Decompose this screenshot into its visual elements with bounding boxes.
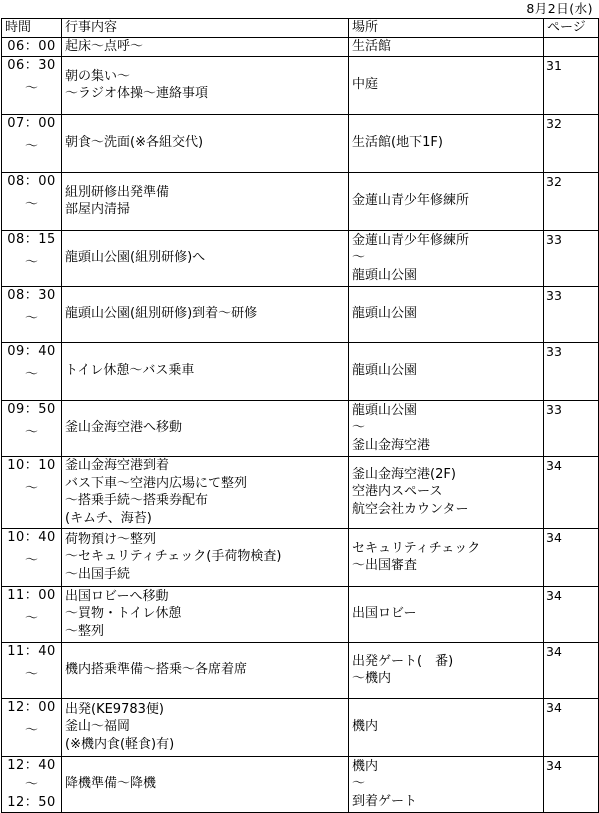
time-range-tilde: ～: [24, 311, 38, 326]
activity-line: 朝の集い～: [65, 68, 131, 84]
place-line: ～機内: [352, 671, 392, 686]
time-cell: [2, 528, 62, 586]
activity-line: 龍頭山公園(組別研修)到着～研修: [65, 306, 258, 322]
activity-cell: [62, 286, 349, 342]
time-range-tilde: ～: [24, 777, 38, 792]
table-row: [2, 586, 599, 642]
header-activity: 行事内容: [62, 19, 349, 38]
activity-cell: [62, 400, 349, 456]
time-start: 10：40: [7, 529, 56, 545]
table-row: [2, 342, 599, 400]
activity-line: 出国ロビーへ移動: [65, 588, 169, 604]
activity-cell: [62, 586, 349, 642]
place-line: 空港内スペース: [352, 484, 443, 500]
time-range-tilde: ～: [24, 481, 38, 496]
table-row: [2, 56, 599, 114]
time-range-tilde: ～: [24, 723, 38, 738]
time-range-tilde: ～: [24, 367, 38, 382]
page-number-cell: 34: [544, 456, 599, 528]
place-line: 中庭: [352, 77, 379, 93]
page-number-cell: 32: [544, 172, 599, 230]
place-cell: [349, 642, 544, 698]
place-cell: [349, 400, 544, 456]
place-line: 釜山金海空港: [352, 437, 431, 453]
activity-line: ～出国手続: [65, 566, 131, 582]
time-cell: [2, 114, 62, 172]
place-cell: [349, 342, 544, 400]
time-cell: [2, 286, 62, 342]
header-place: 場所: [349, 19, 544, 38]
page-number-cell: 31: [544, 56, 599, 114]
table-row: [2, 642, 599, 698]
time-start: 08：00: [7, 173, 56, 189]
table-row: [2, 172, 599, 230]
time-cell: [2, 342, 62, 400]
page-number-cell: [544, 37, 599, 56]
place-line: セキュリティチェック: [352, 540, 481, 556]
page-number-cell: 34: [544, 642, 599, 698]
activity-cell: [62, 756, 349, 812]
place-line: 金蓮山青少年修練所: [352, 193, 470, 209]
table-row: [2, 37, 599, 56]
activity-line: 釜山～福岡: [65, 719, 131, 735]
page-number-cell: 34: [544, 528, 599, 586]
page-number-cell: 33: [544, 400, 599, 456]
place-line: ～: [352, 250, 366, 266]
time-start: 12：00: [7, 699, 56, 715]
activity-cell: [62, 37, 349, 56]
time-start: 10：10: [7, 457, 56, 473]
place-cell: [349, 286, 544, 342]
place-cell: [349, 586, 544, 642]
time-start: 07：00: [7, 115, 56, 131]
place-line: ～: [352, 776, 366, 792]
place-cell: [349, 114, 544, 172]
time-cell: [2, 586, 62, 642]
activity-line: ～セキュリティチェック(手荷物検査): [65, 549, 282, 565]
page-number-cell: 33: [544, 230, 599, 286]
time-range-tilde: ～: [24, 611, 38, 626]
table-row: [2, 698, 599, 756]
activity-cell: [62, 642, 349, 698]
place-line: 龍頭山公園: [352, 267, 418, 283]
place-line: 金蓮山青少年修練所: [352, 232, 470, 248]
activity-cell: [62, 342, 349, 400]
place-line: 龍頭山公園: [352, 402, 418, 418]
place-line: ～出国審査: [352, 558, 418, 573]
place-line: 出発ゲート( 番): [352, 653, 454, 669]
page-number-cell: 33: [544, 286, 599, 342]
activity-line: (キムチ、海苔): [65, 510, 152, 526]
page-number-cell: 33: [544, 342, 599, 400]
schedule-date: 8月2日(水): [526, 1, 593, 16]
table-row: [2, 528, 599, 586]
time-range-tilde: ～: [24, 667, 38, 682]
place-line: 龍頭山公園: [352, 363, 418, 379]
header-page: ページ: [544, 19, 599, 38]
time-cell: [2, 230, 62, 286]
table-row: [2, 456, 599, 528]
activity-line: ～ラジオ体操～連絡事項: [65, 86, 209, 101]
page-number-cell: 34: [544, 586, 599, 642]
activity-line: 龍頭山公園(組別研修)へ: [65, 250, 206, 266]
place-cell: [349, 37, 544, 56]
table-row: [2, 286, 599, 342]
time-cell: [2, 698, 62, 756]
activity-cell: [62, 114, 349, 172]
time-range-tilde: ～: [24, 255, 38, 270]
time-range-tilde: ～: [24, 81, 38, 96]
time-start: 08：30: [7, 287, 56, 303]
place-line: ～: [352, 420, 366, 436]
page-number-cell: 32: [544, 114, 599, 172]
time-start: 09：50: [7, 401, 56, 417]
activity-line: 荷物預け～整列: [65, 531, 157, 547]
place-line: 機内: [352, 758, 379, 774]
activity-line: ～買物・トイレ休憩: [65, 606, 182, 622]
activity-cell: [62, 456, 349, 528]
activity-line: 機内搭乗準備～搭乗～各席着席: [65, 662, 248, 678]
time-range-tilde: ～: [24, 139, 38, 154]
activity-cell: [62, 172, 349, 230]
activity-line: ～整列: [65, 623, 105, 639]
time-cell: [2, 400, 62, 456]
place-cell: [349, 230, 544, 286]
time-start: 11：00: [7, 587, 56, 603]
page-number-cell: 34: [544, 756, 599, 812]
time-start: 12：40: [7, 757, 56, 773]
time-cell: [2, 37, 62, 56]
header-time: 時間: [2, 19, 62, 38]
activity-line: ～搭乗手続～搭乗券配布: [65, 493, 209, 508]
time-start: 09：40: [7, 343, 56, 359]
place-line: 生活館(地下1F): [352, 135, 443, 151]
place-cell: [349, 56, 544, 114]
time-cell: [2, 56, 62, 114]
time-start: 06：30: [7, 57, 56, 73]
place-cell: [349, 528, 544, 586]
table-row: [2, 400, 599, 456]
place-line: 龍頭山公園: [352, 306, 418, 322]
activity-line: 組別研修出発準備: [65, 184, 170, 200]
activity-cell: [62, 698, 349, 756]
activity-line: 部屋内清掃: [65, 202, 131, 217]
place-cell: [349, 698, 544, 756]
place-line: 生活館: [352, 38, 392, 54]
activity-line: 朝食～洗面(※各組交代): [65, 135, 204, 151]
time-start: 11：40: [7, 643, 56, 659]
activity-line: 釜山金海空港到着: [65, 458, 170, 473]
time-range-tilde: ～: [24, 425, 38, 440]
table-row: [2, 114, 599, 172]
time-start: 08：15: [7, 231, 56, 247]
time-cell: [2, 756, 62, 812]
activity-line: 起床～点呼～: [65, 38, 144, 54]
time-range-tilde: ～: [24, 197, 38, 212]
place-cell: [349, 456, 544, 528]
time-cell: [2, 642, 62, 698]
place-cell: [349, 172, 544, 230]
activity-cell: [62, 230, 349, 286]
activity-line: バス下車～空港内広場にて整列: [65, 475, 248, 491]
activity-line: (※機内食(軽食)有): [65, 736, 175, 752]
time-cell: [2, 456, 62, 528]
place-line: 機内: [352, 719, 379, 735]
activity-cell: [62, 56, 349, 114]
time-cell: [2, 172, 62, 230]
table-row: [2, 230, 599, 286]
activity-line: 釜山金海空港へ移動: [65, 420, 183, 436]
place-line: 航空会社カウンター: [352, 501, 469, 517]
table-header-row: [2, 19, 599, 38]
time-range-tilde: ～: [24, 553, 38, 568]
place-line: 出国ロビー: [352, 606, 417, 622]
table-row: [2, 756, 599, 812]
place-cell: [349, 756, 544, 812]
activity-cell: [62, 528, 349, 586]
time-end: 12：50: [7, 794, 56, 810]
page-number-cell: 34: [544, 698, 599, 756]
activity-line: 出発(KE9783便): [65, 701, 164, 717]
schedule-table: [1, 18, 599, 813]
place-line: 釜山金海空港(2F): [352, 466, 456, 482]
time-start: 06：00: [7, 38, 56, 54]
activity-line: トイレ休憩～バス乗車: [65, 363, 195, 379]
activity-line: 降機準備～降機: [65, 776, 157, 792]
place-line: 到着ゲート: [352, 793, 418, 809]
